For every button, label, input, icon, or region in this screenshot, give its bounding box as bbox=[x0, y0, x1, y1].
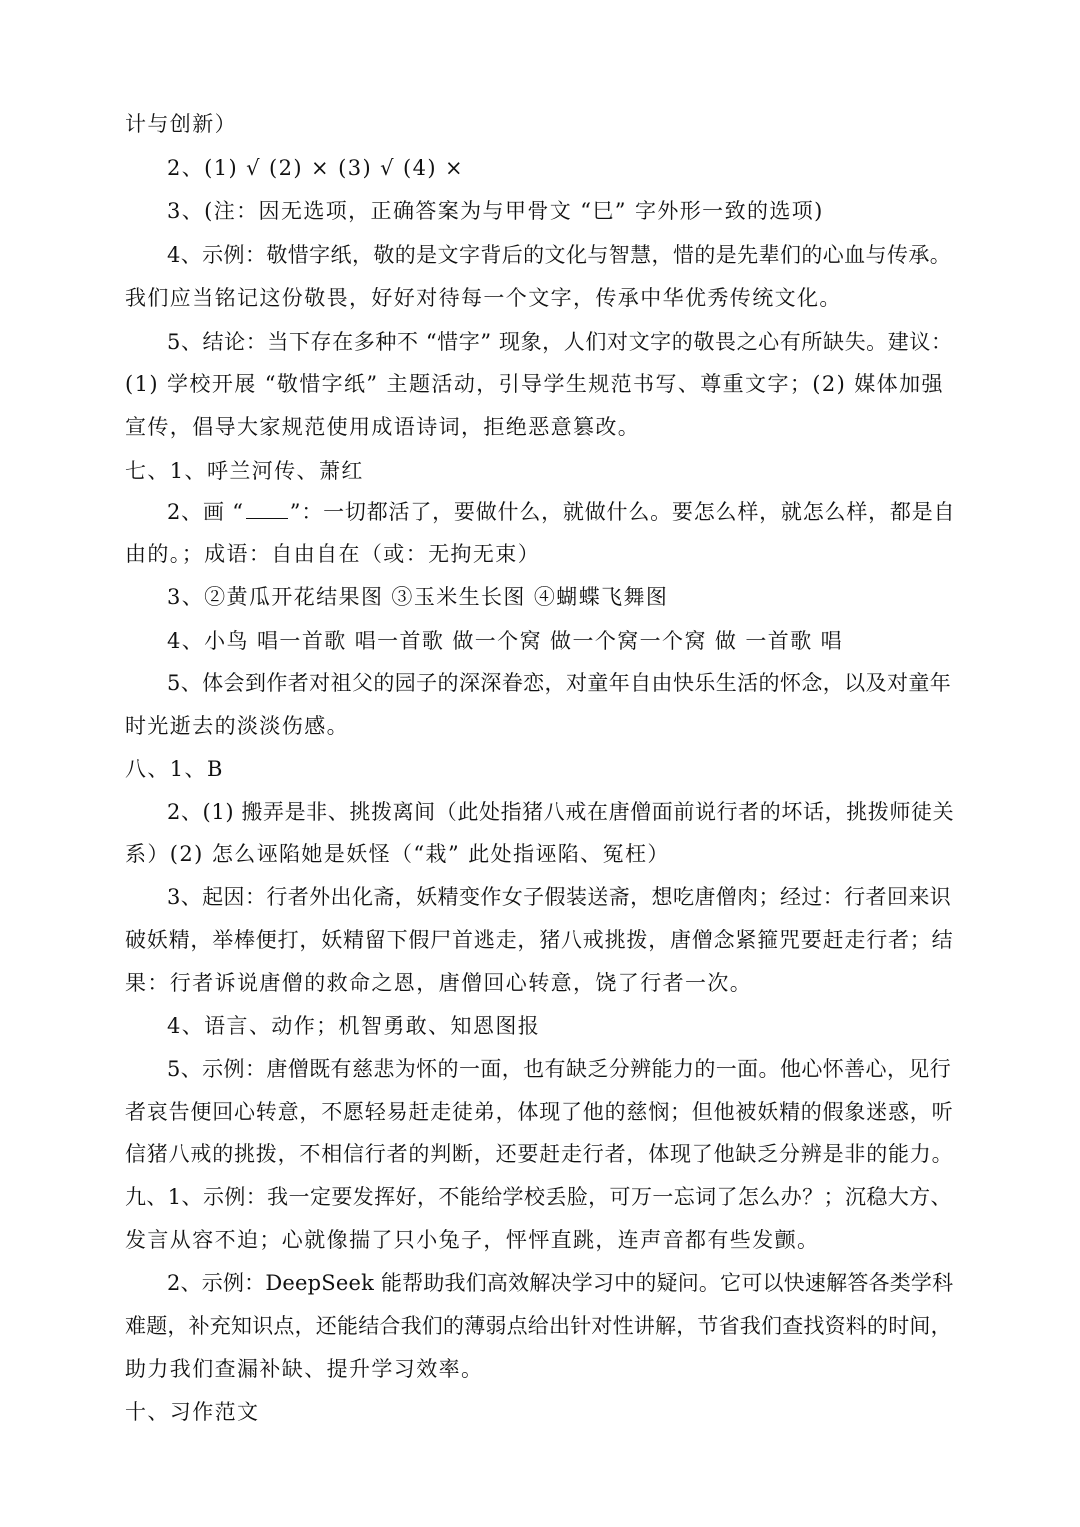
text-line: 信猪八戒的挑拨，不相信行者的判断，还要赶走行者，体现了他缺乏分辨是非的能力。 bbox=[125, 1142, 954, 1166]
text-line: 3、②黄瓜开花结果图 ③玉米生长图 ④蝴蝶飞舞图 bbox=[167, 585, 669, 609]
text-line: 由的。；成语：自由自在（或：无拘无束） bbox=[125, 542, 541, 566]
text-line: 3、(注：因无选项，正确答案为与甲骨文 “巳” 字外形一致的选项) bbox=[167, 199, 824, 223]
text-line: 4、小鸟 唱一首歌 唱一首歌 做一个窝 做一个窝一个窝 做 一首歌 唱 bbox=[167, 629, 844, 653]
text-line: 破妖精，举棒便打，妖精留下假尸首逃走，猪八戒挑拨，唐僧念紧箍咒要赶走行者；结 bbox=[125, 928, 954, 952]
text-segment: ”：一切都活了，要做什么，就做什么。要怎么样，就怎么样，都是自 bbox=[289, 500, 956, 524]
fill-in-blank bbox=[246, 492, 288, 519]
text-line: 5、示例：唐僧既有慈悲为怀的一面，也有缺乏分辨能力的一面。他心怀善心，见行 bbox=[167, 1057, 952, 1081]
text-line: 计与创新） bbox=[125, 112, 237, 136]
section-heading: 九、1、示例：我一定要发挥好，不能给学校丢脸，可万一忘词了怎么办？；沉稳大方、 bbox=[125, 1185, 952, 1209]
section-heading: 七、1、呼兰河传、萧红 bbox=[125, 459, 364, 483]
text-line: 时光逝去的淡淡伤感。 bbox=[125, 714, 349, 738]
text-line: 难题，补充知识点，还能结合我们的薄弱点给出针对性讲解，节省我们查找资料的时间， bbox=[125, 1314, 952, 1338]
text-line: 4、语言、动作；机智勇敢、知恩图报 bbox=[167, 1014, 541, 1038]
text-line: 5、体会到作者对祖父的园子的深深眷恋，对童年自由快乐生活的怀念，以及对童年 bbox=[167, 671, 952, 695]
text-line: 者哀告便回心转意，不愿轻易赶走徒弟，体现了他的慈悯；但他被妖精的假象迷惑，听 bbox=[125, 1100, 954, 1124]
section-heading: 八、1、B bbox=[125, 757, 224, 781]
text-line: 系）(2) 怎么诬陷她是妖怪（“栽” 此处指诬陷、冤枉） bbox=[125, 842, 670, 866]
text-line: 4、示例：敬惜字纸，敬的是文字背后的文化与智慧，惜的是先辈们的心血与传承。 bbox=[167, 243, 952, 267]
text-line: 助力我们查漏补缺、提升学习效率。 bbox=[125, 1357, 484, 1381]
text-line: (1) 学校开展 “敬惜字纸” 主题活动，引导学生规范书写、尊重文字；(2) 媒体加强 bbox=[125, 372, 944, 396]
section-heading: 十、习作范文 bbox=[125, 1400, 260, 1424]
text-line: 2、(1) √ (2) × (3) √ (4) × bbox=[167, 156, 465, 180]
text-line: 2、示例：DeepSeek 能帮助我们高效解决学习中的疑问。它可以快速解答各类学科 bbox=[167, 1271, 954, 1295]
text-line: 5、结论：当下存在多种不 “惜字” 现象，人们对文字的敬畏之心有所缺失。建议： bbox=[167, 330, 953, 354]
text-line: 2、(1) 搬弄是非、挑拨离间（此处指猪八戒在唐僧面前说行者的坏话，挑拨师徒关 bbox=[167, 800, 955, 824]
text-line: 我们应当铭记这份敬畏，好好对待每一个文字，传承中华优秀传统文化。 bbox=[125, 286, 842, 310]
text-line: 3、起因：行者外出化斋，妖精变作女子假装送斋，想吃唐僧肉；经过：行者回来识 bbox=[167, 885, 952, 909]
text-segment: 2、画 “ bbox=[167, 500, 244, 524]
text-line: 果：行者诉说唐僧的救命之恩，唐僧回心转意，饶了行者一次。 bbox=[125, 971, 753, 995]
text-line: 发言从容不迫；心就像揣了只小兔子，怦怦直跳，连声音都有些发颤。 bbox=[125, 1228, 820, 1252]
text-line: 宣传，倡导大家规范使用成语诗词，拒绝恶意篡改。 bbox=[125, 415, 641, 439]
text-line-with-blank bbox=[167, 490, 955, 534]
